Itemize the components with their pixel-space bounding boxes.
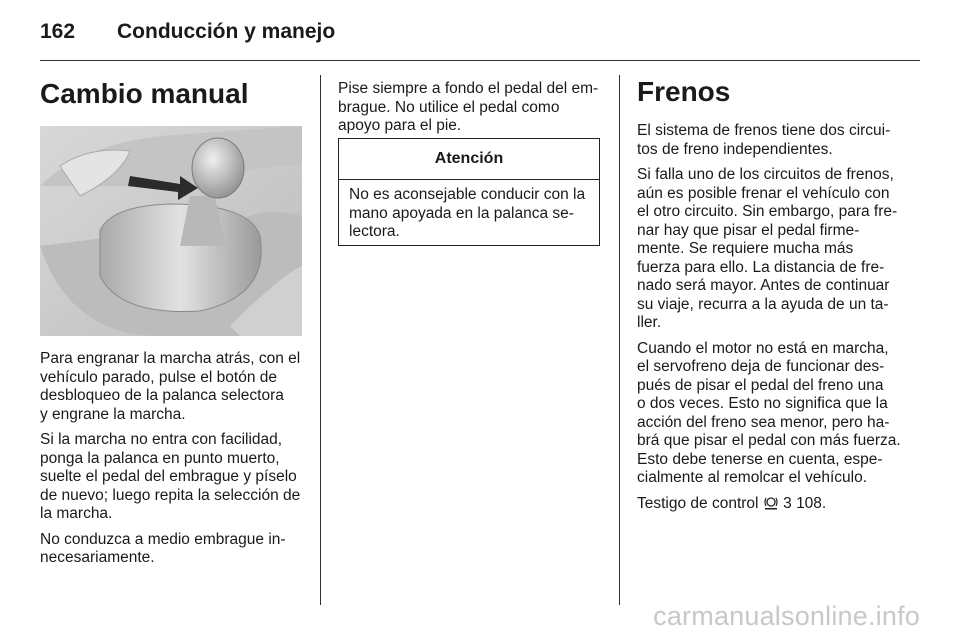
column-1: [40, 78, 305, 110]
column-2: [338, 80, 608, 143]
watermark: carmanualsonline.info: [653, 601, 920, 631]
paragraph: Para engranar la marcha atrás, con el vehículo parado, pulse el botón de desbloqueo de la palanca selectora y engrane la marcha.: [40, 350, 301, 423]
section-title: Conducción y manejo: [117, 20, 336, 43]
paragraph: Si la marcha no entra con facilidad, ponga la palanca en punto muerto, suelte el pedal del embrague y píselo de nuevo; luego repita la selección de la marcha.: [40, 431, 301, 522]
reference-page[interactable]: 108.: [796, 494, 827, 512]
caution-title: Atención: [339, 139, 599, 180]
caution-text: No es aconsejable conducir con la mano apoyada en la palanca se- lectora.: [349, 186, 586, 240]
header-rule: [40, 60, 920, 61]
reference-arrow: 3: [783, 494, 792, 512]
column-divider-1: [320, 75, 321, 605]
caution-box: [338, 138, 600, 246]
page-number: 162: [40, 20, 76, 43]
paragraph: Pise siempre a fondo el pedal del em- brague. No utilice el pedal como apoyo para el pie.: [338, 80, 599, 134]
paragraph: Si falla uno de los circuitos de frenos, aún es posible frenar el vehículo con el otro circuito. Sin embargo, para fre- nar hay que pisar el pedal firme- mente. Se requiere mucha más fuerza para ello. La distancia de fre- nado será mayor. Antes de continuar su viaje, recurra a la ayuda de un ta- ller.: [637, 166, 898, 331]
column-divider-2: [619, 75, 620, 605]
heading-cambio-manual: Cambio manual: [40, 78, 249, 109]
paragraph: El sistema de frenos tiene dos circui- tos de freno independientes.: [637, 122, 891, 158]
gear-lever-drawing: [40, 126, 302, 336]
column-3: [637, 76, 909, 520]
paragraph: No conduzca a medio embrague in- necesariamente.: [40, 530, 286, 566]
reference-line: Testigo de control 3 108.: [637, 494, 827, 512]
column-1-text: [40, 350, 310, 575]
brake-warning-icon: [763, 496, 779, 510]
heading-frenos: Frenos: [637, 76, 731, 107]
paragraph: Cuando el motor no está en marcha, el servofreno deja de funcionar des- pués de pisar el pedal del freno una o dos veces. Esto no significa que la acción del freno sea menor, pero ha- brá que pisar el pedal con más fuerza. Esto debe tenerse en cuenta, espe- cialmente al remolcar el vehículo.: [637, 339, 901, 486]
gear-shift-illustration: [40, 126, 302, 336]
